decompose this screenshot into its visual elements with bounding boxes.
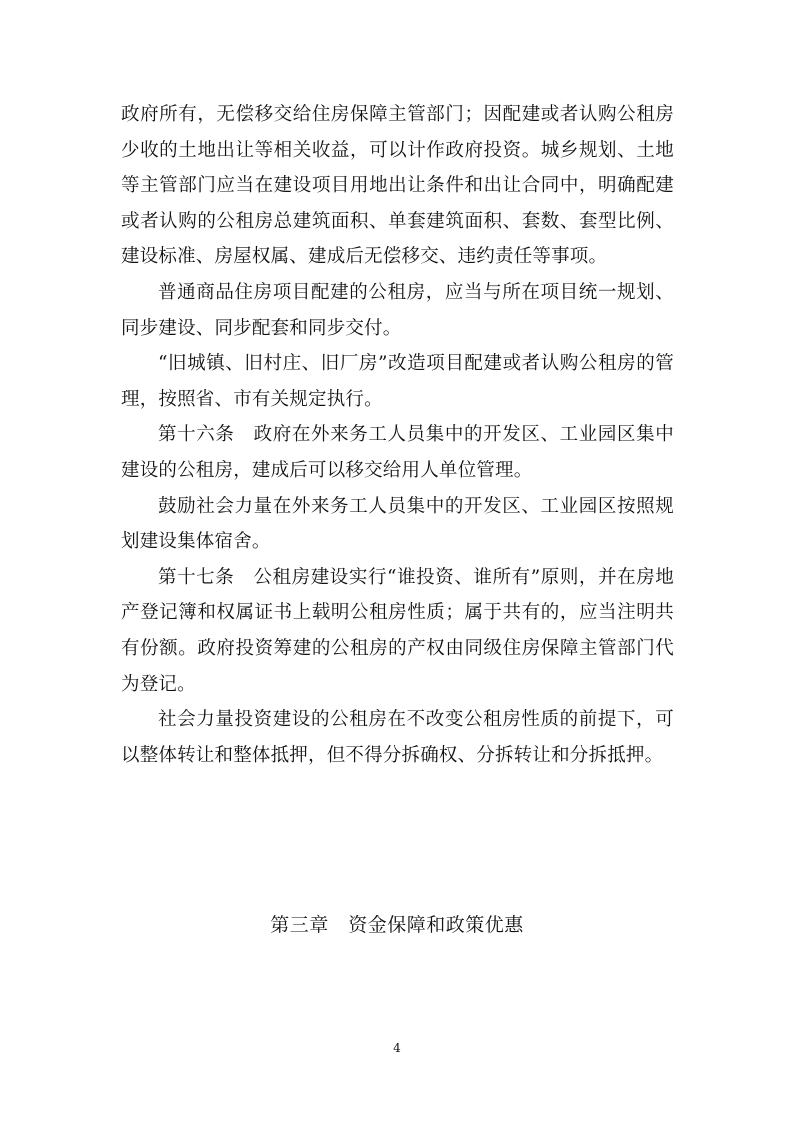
paragraph: 普通商品住房项目配建的公租房，应当与所在项目统一规划、同步建设、同步配套和同步交付。	[121, 281, 674, 339]
document-body	[121, 97, 674, 773]
paragraph: 鼓励社会力量在外来务工人员集中的开发区、工业园区按照规划建设集体宿舍。	[121, 495, 674, 553]
page-number: 4	[393, 1041, 401, 1055]
paragraph: 社会力量投资建设的公租房在不改变公租房性质的前提下，可以整体转让和整体抵押，但不得分拆确权、分拆转让和分拆抵押。	[121, 709, 674, 766]
paragraph: “旧城镇、旧村庄、旧厂房”改造项目配建或者认购公租房的管理，按照省、市有关规定执行。	[121, 353, 674, 410]
article-16-paragraph: 第十六条 政府在外来务工人员集中的开发区、工业园区集中建设的公租房，建成后可以移交给用人单位管理。	[121, 424, 674, 481]
paragraph: 政府所有，无偿移交给住房保障主管部门；因配建或者认购公租房少收的土地出让等相关收益，可以计作政府投资。城乡规划、土地等主管部门应当在建设项目用地出让条件和出让合同中，明确配建或者认购的公租房总建筑面积、单套建筑面积、套数、套型比例、建设标准、房屋权属、建成后无偿移交、违约责任等事项。	[121, 104, 674, 268]
article-17-paragraph: 第十七条 公租房建设实行“谁投资、谁所有”原则，并在房地产登记簿和权属证书上载明公租房性质；属于共有的，应当注明共有份额。政府投资筹建的公租房的产权由同级住房保障主管部门代为登记。	[121, 566, 674, 695]
chapter-heading: 第三章 资金保障和政策优惠	[270, 914, 524, 936]
